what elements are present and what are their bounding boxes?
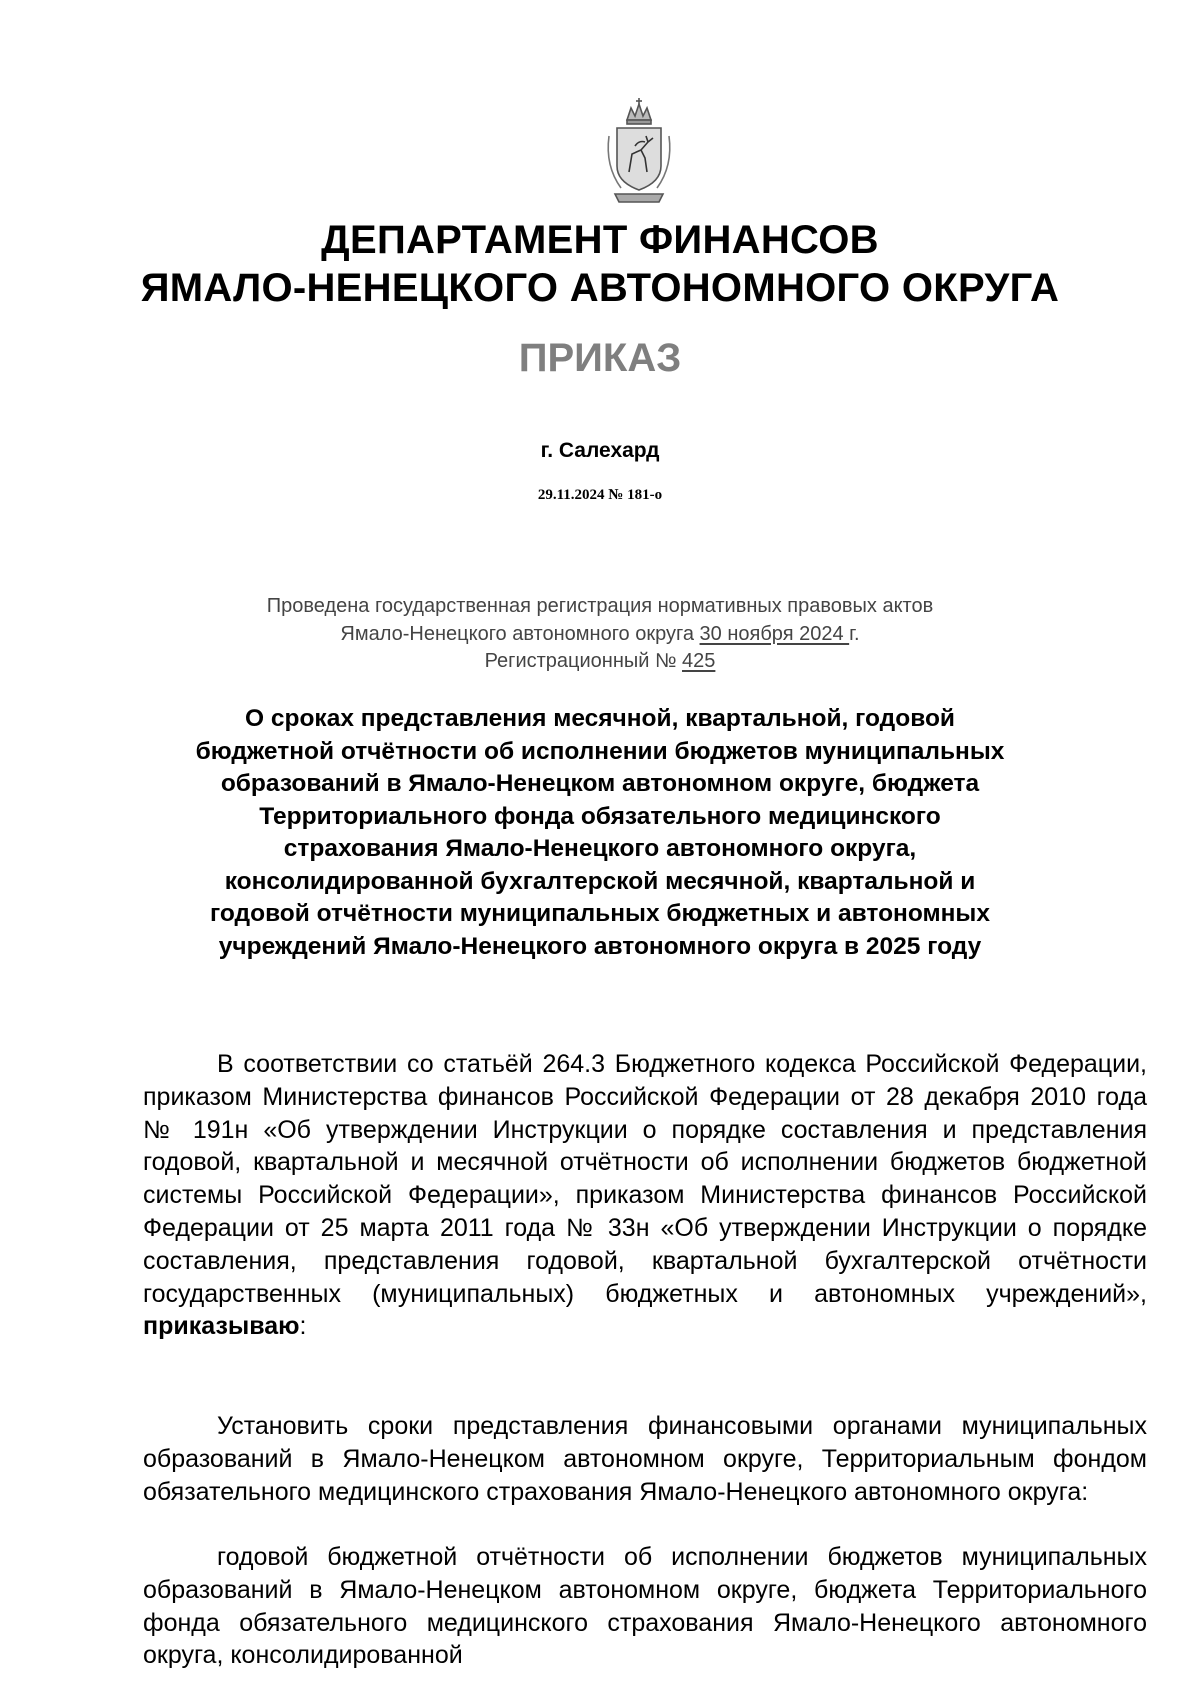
registration-line-2 xyxy=(100,624,1100,644)
department-name-line1: ДЕПАРТАМЕНТ ФИНАНСОВ xyxy=(321,218,879,262)
coat-of-arms-icon xyxy=(601,96,677,208)
preamble-text: В соответствии со статьёй 264.3 Бюджетного кодекса Российской Федерации, приказом Министерства финансов Российской Федерации от 28 декабря 2010 года № 191н «Об утверждении Инструкции о порядке составления и представления годовой, квартальной и месячной отчётности об исполнении бюджетов бюджетной системы Российской Федерации», приказом Министерства финансов Российской Федерации от 25 марта 2011 года № 33н «Об утверждении Инструкции о порядке составления, представления годовой, квартальной бухгалтерской отчётности государственных (муниципальных) бюджетных и автономных учреждений», xyxy=(143,1050,1147,1308)
registration-year-suffix: г. xyxy=(849,623,860,645)
document-title xyxy=(120,703,1080,963)
preamble-block xyxy=(143,1048,1147,1343)
registration-number-label: Регистрационный № xyxy=(484,650,683,672)
title-line: консолидированной бухгалтерской месячной, квартальной и xyxy=(224,867,976,895)
document-place: г. Салехард xyxy=(540,439,660,462)
title-line: учреждений Ямало-Ненецкого автономного округа в 2025 году xyxy=(218,932,982,960)
annual-block xyxy=(143,1541,1147,1672)
establish-block xyxy=(143,1410,1147,1508)
title-line: Территориального фонда обязательного медицинского xyxy=(259,802,941,830)
title-line: годовой отчётности муниципальных бюджетных и автономных xyxy=(210,900,990,927)
title-line: бюджетной отчётности об исполнении бюджетов муниципальных xyxy=(195,737,1005,765)
registration-region: Ямало-Ненецкого автономного округа xyxy=(340,623,700,645)
title-line: О сроках представления месячной, квартальной, годовой xyxy=(245,705,955,732)
registration-line-3 xyxy=(100,651,1100,671)
registration-date: 30 ноября 2024 xyxy=(699,623,850,645)
preamble-colon: : xyxy=(299,1312,307,1341)
registration-number: 425 xyxy=(682,650,716,672)
title-line: образований в Ямало-Ненецком автономном округе, бюджета xyxy=(220,770,980,797)
document-type: ПРИКАЗ xyxy=(518,336,682,380)
document-date-number: 29.11.2024 № 181-о xyxy=(537,487,663,503)
preamble-paragraph xyxy=(143,1048,1147,1343)
establish-paragraph: Установить сроки представления финансовыми органами муниципальных образований в Ямало-Ненецком автономном округе, Территориальным фондом обязательного медицинского страхования Ямало-Ненецкого автономного округа: xyxy=(143,1412,1147,1506)
title-line: страхования Ямало-Ненецкого автономного округа, xyxy=(283,835,917,862)
registration-line-1: Проведена государственная регистрация нормативных правовых актов xyxy=(266,595,934,617)
department-name-line2: ЯМАЛО-НЕНЕЦКОГО АВТОНОМНОГО ОКРУГА xyxy=(140,266,1060,310)
order-verb: приказываю xyxy=(143,1312,300,1341)
annual-paragraph: годовой бюджетной отчётности об исполнении бюджетов муниципальных образований в Ямало-Ненецком автономном округе, бюджета Территориального фонда обязательного медицинского страхования Ямало-Ненецкого автономного округа, консолидированной xyxy=(143,1543,1147,1670)
